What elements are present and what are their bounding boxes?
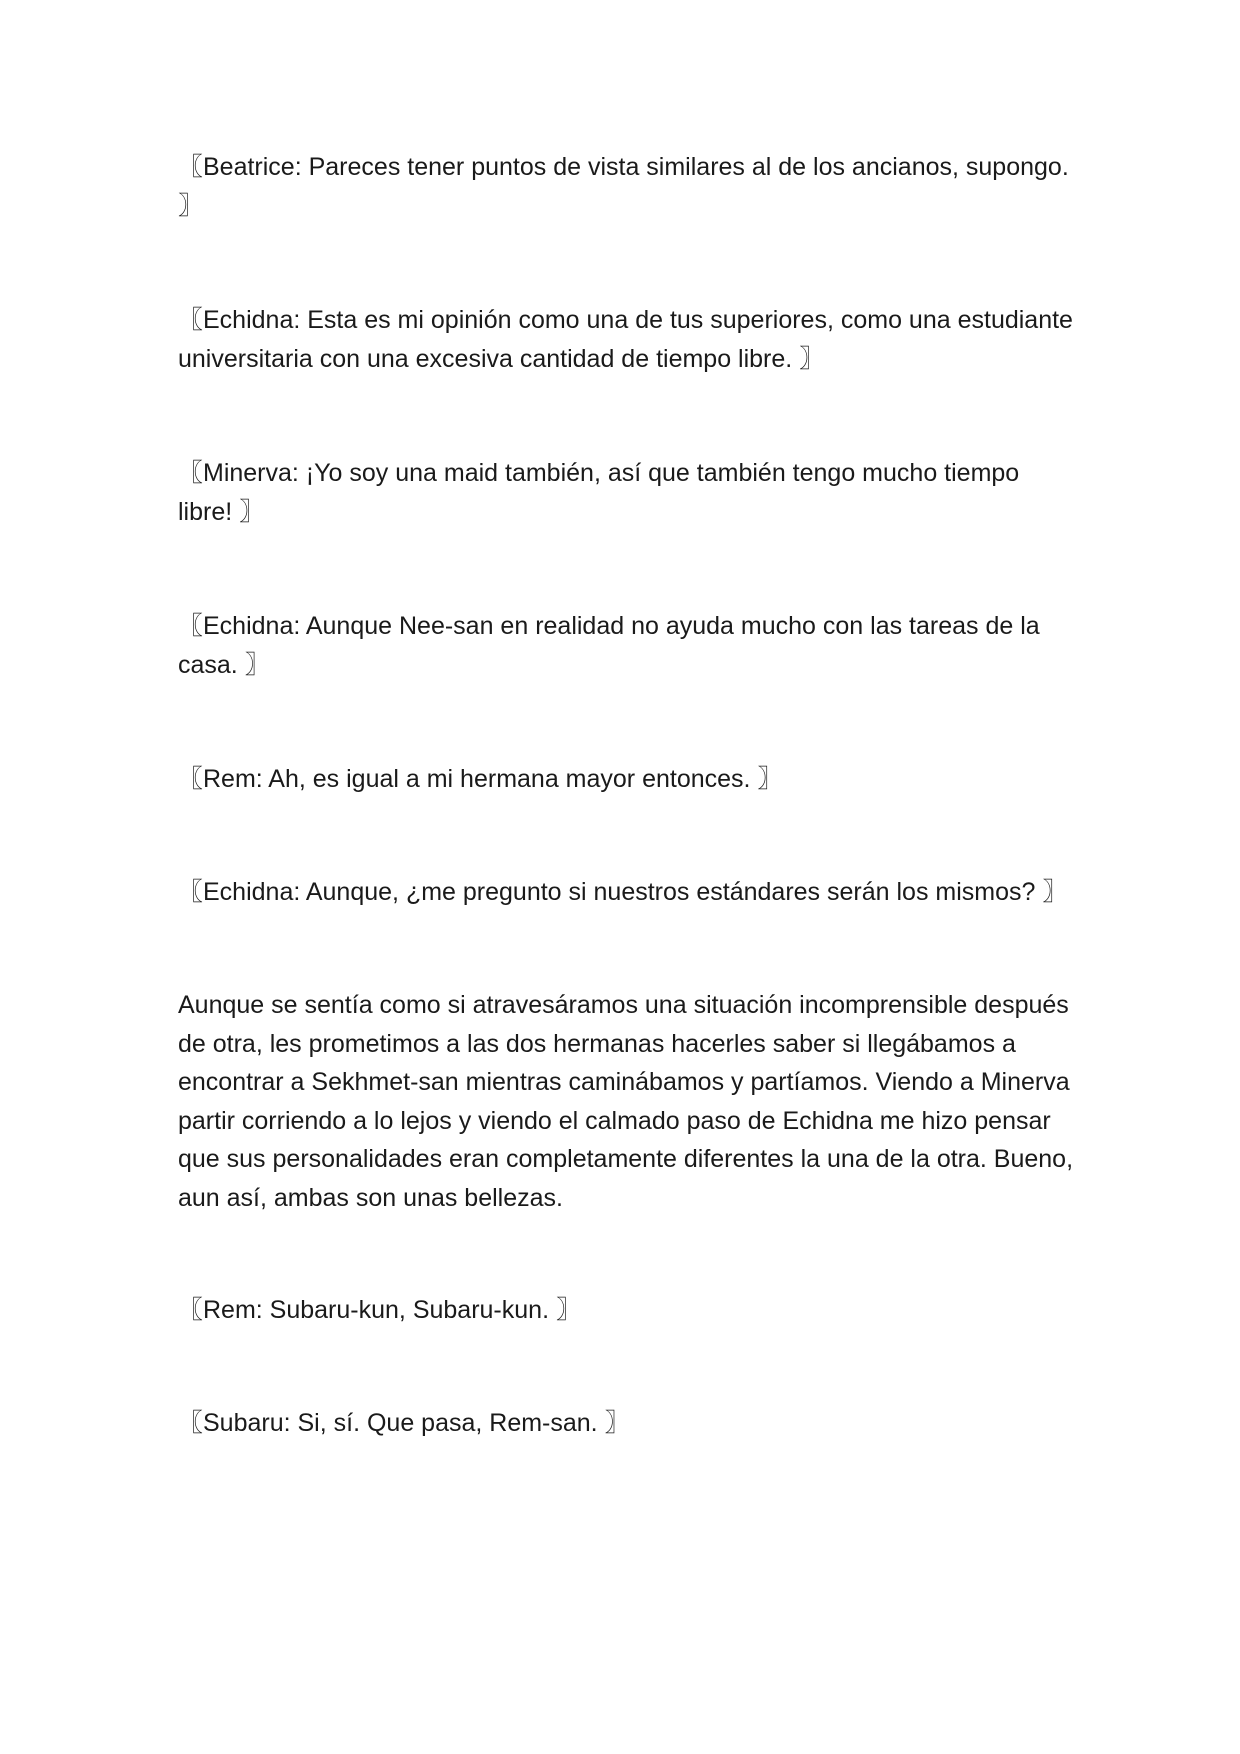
- dialogue-rem-subaru: 〖Rem: Subaru-kun, Subaru-kun. 〗: [178, 1296, 581, 1324]
- dialogue-echidna-chores: 〖Echidna: Aunque Nee-san en realidad no ayuda mucho con las tareas de la casa. 〗: [178, 612, 1040, 679]
- dialogue-minerva: 〖Minerva: ¡Yo soy una maid también, así que también tengo mucho tiempo libre! 〗: [178, 459, 1020, 526]
- dialogue-rem-sister: 〖Rem: Ah, es igual a mi hermana mayor entonces. 〗: [178, 765, 783, 793]
- dialogue-echidna-standards: 〖Echidna: Aunque, ¿me pregunto si nuestros estándares serán los mismos? 〗: [178, 878, 1068, 906]
- dialogue-beatrice: 〖Beatrice: Pareces tener puntos de vista similares al de los ancianos, supongo. 〗: [178, 153, 1069, 220]
- dialogue-subaru: 〖Subaru: Si, sí. Que pasa, Rem-san. 〗: [178, 1409, 630, 1437]
- narration-paragraph: Aunque se sentía como si atravesáramos una situación incomprensible después de otra, les prometimos a las dos hermanas hacerles saber si llegábamos a encontrar a Sekhmet-san mientras caminábamos y partíamos. Viendo a Minerva partir corriendo a lo lejos y viendo el calmado paso de Echidna me hizo pensar que sus personalidades eran completamente diferentes la una de la otra. Bueno, aun así, ambas son unas bellezas.: [178, 991, 1074, 1212]
- document-body: [178, 148, 1078, 1443]
- dialogue-echidna-opinion: 〖Echidna: Esta es mi opinión como una de tus superiores, como una estudiante universitaria con una excesiva cantidad de tiempo libre. 〗: [178, 306, 1073, 373]
